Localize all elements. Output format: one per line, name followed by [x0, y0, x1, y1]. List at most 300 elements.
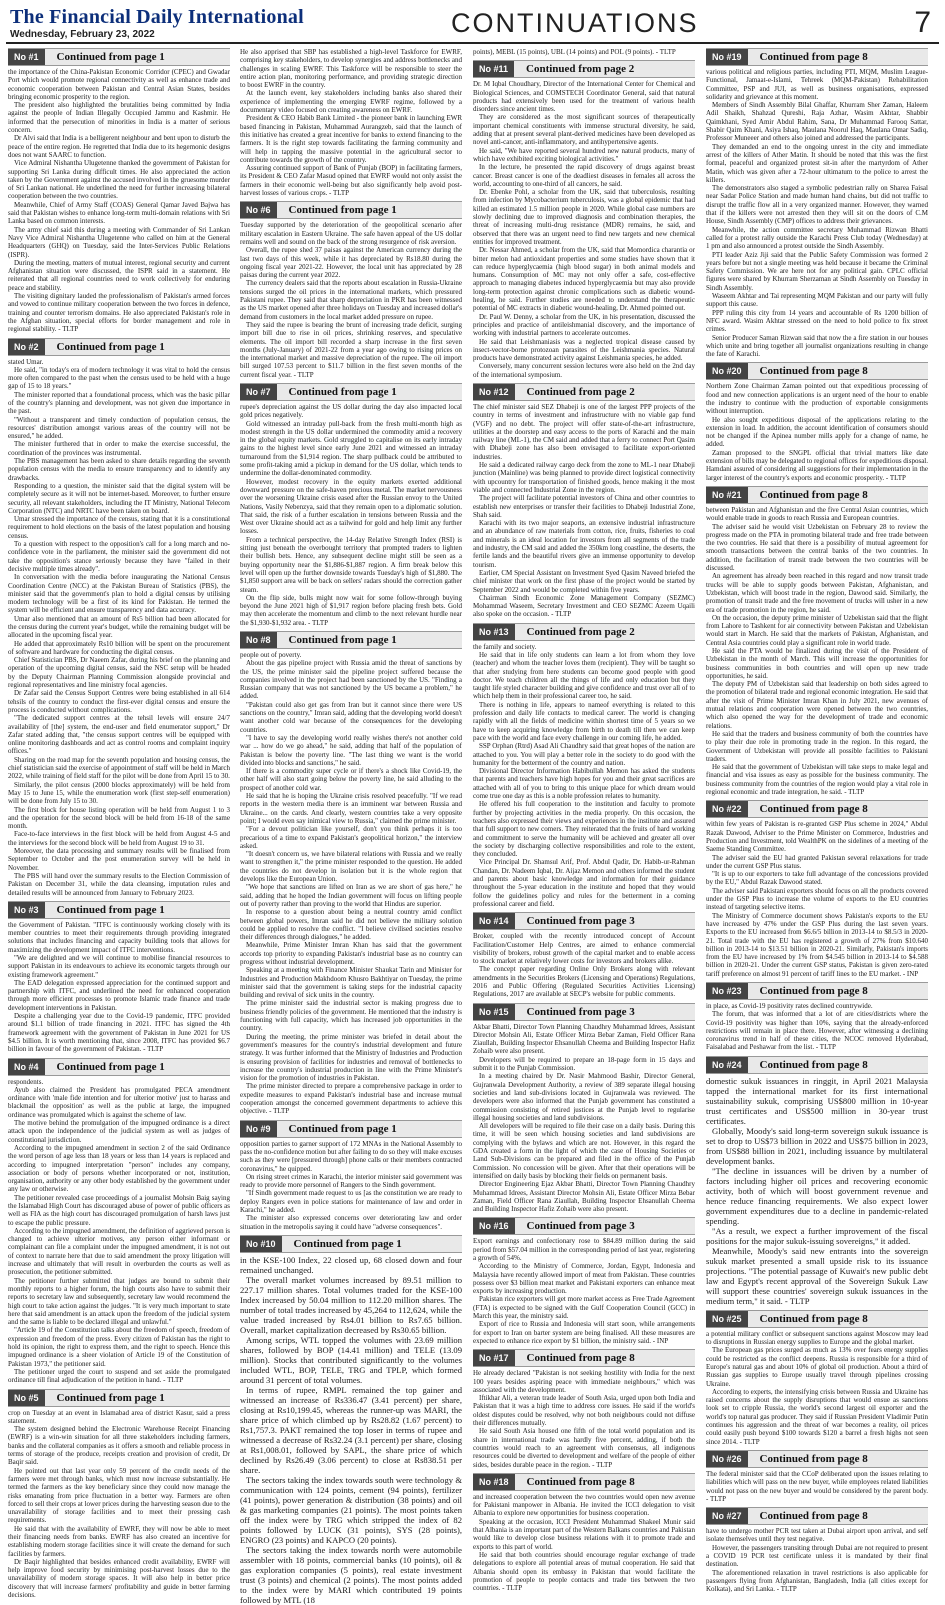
article-header: [706, 1310, 928, 1328]
paragraph: in place, as Covid-19 positivity rates declined countrywide.: [706, 1001, 873, 1010]
continued-from-label: Continued from page 3: [526, 1220, 635, 1233]
article-number: No #22: [706, 801, 748, 817]
paragraph: Assuring continued support of Bank of Punjab (BOP) in facilitating farmers, its President & CEO Zafar Masud opined that EWRF would not only assist the farmers in their economic well-being but also significantly help avoid post-harvest losses of various crops. - TLTP: [240, 164, 462, 198]
article-continuation: [473, 48, 695, 56]
column-1: [8, 48, 230, 1600]
article-body: [706, 1002, 928, 1052]
paragraph: The adviser said the EU had granted Pakistan several relaxations for trade under the current GSP Plus status.: [706, 853, 928, 870]
paragraph: On the flip side, bulls might now wait for some follow-through buying beyond the June 2021 high of $1,917 region before placing fresh bets. Gold may then accelerate the momentum and climb to the next relevant hurdle near the $1,930-$1,932 area. - TLTP: [240, 593, 462, 627]
paragraph: Earlier, CM Special Assistant on Investment Syed Qasim Naveed briefed the chief minister that work on the first phase of the project would be started by September 2022 and would be completed within five years.: [473, 568, 695, 594]
continued-from-label: Continued from page 2: [526, 385, 635, 398]
paragraph: PTI leader Aziz Jiji said that the Public Safety Commission was formed 2 years before but not a single meeting was held because it became the Criminal Safety Commission. We are here not for any political gain. CPLC official figures were shared by Khurram Sherzaman at Sindh Assembly on Tuesday in Sindh Assembly.: [706, 250, 928, 292]
article-number: No #25: [706, 1311, 748, 1327]
continued-from-label: Continued from page 8: [526, 1475, 635, 1488]
newspaper-logo: The Financial Daily International: [10, 6, 304, 28]
paragraph: "Article 19 of the Constitution talks about the freedom of speech, freedom of expression and freedom of the press. Every citizen of Pakistan has the right to hold its opinion, the right to express them, and the right to speech. Hence this impugned ordinance is a sheer violation of Article 19 of the Constitution of Pakistan 1973," the petitioner said.: [8, 1326, 230, 1368]
article-body: [8, 1409, 230, 1600]
article-header: [706, 1507, 928, 1525]
paragraph: At the launch event, key stakeholders including banks also shared their experience of implementing the emerging EWRF regime, followed by a documentary video focused on creating awareness on EWRF.: [240, 89, 462, 115]
article-number: No #13: [473, 624, 515, 640]
article-continuation: [706, 982, 928, 1052]
article-continuation: [473, 383, 695, 619]
paragraph: The minister also expressed concerns over deteriorating law and order situation in the metropolis saying it could have "adverse consequences".: [240, 1214, 462, 1231]
article-body: [240, 48, 462, 197]
paragraph: Members of Sindh Assembly Bilal Ghaffar, Khurram Sher Zaman, Haleem Adil Shaikh, Shahzad Qureshi, Raja Azhar, Wasim Akhtar, Shabbir Qaimkhani, Syed Amir Abdul Rahim, Sana, Dr Muhammad Farooq Sattar, Shabir Qaim Khani, Asiya Ishaq, Maulana Noorul Haq, Maulana Omar Sadiq, Professor Muneeer and others also joined and addressed the participants.: [706, 101, 928, 143]
issue-date: Wednesday, February 23, 2022: [10, 29, 155, 40]
paragraph: The PBS will hand over the summary results to the Election Commission of Pakistan on December 31, while the data cleansing, imputation rules and detailed results will be announced from January to February 2023.: [8, 871, 230, 897]
paragraph: To a question with respect to the opposition's call for a long march and no-confidence vote in the parliament, the minister said the government did not take the opposition's stance seriously because they have "failed in their decisive multiple times already".: [8, 540, 230, 573]
article-body: [8, 358, 230, 897]
paragraph: The motive behind the promulgation of the impugned ordinance is a direct attack upon the independence of the judicial system as well as judges of constitutional jurisdiction.: [8, 1119, 230, 1144]
paragraph: An agreement has already been reached in this regard and now transit trade trucks will be able to supply goods between Pakistan, Afghanistan, and Uzbekistan, which will boost trade in the region, Dawood said. Similarly, the promotion of transit trade and the free movement of trucks will usher in a new era of trade promotion in the region, he said.: [706, 572, 928, 614]
paragraph: The first block for house listing operation will be held from August 1 to 3 and the operation for the second block will be held from 16-18 of the same month.: [8, 805, 230, 831]
paragraph: Iftikhar Ali, a veteran trade leader of South Asia, urged upon both India and Pakistan that it was a high time to address core issues. He said if the world's oldest disputes could be resolved, why not both neighbours could not diffuse their differences mutually.: [473, 1394, 695, 1428]
article-number: No #3: [8, 902, 45, 918]
paragraph: Overall, the rupee shed 37 paisas against the American currency during the last two days of this week, while it has depreciated by Rs18.80 during the ongoing fiscal year 2021-22. However, the local unit has appreciated by 28 paisas during the current year 2022.: [240, 246, 462, 280]
paragraph: The European gas prices surged as much as 13% over fears energy supplies could be restricted as the conflict deepens. Russia is responsible for a third of Europe's natural gas and about 10% of global oil production. About a third of Russian gas supplies to Europe usually travel through pipelines crossing Ukraine.: [706, 1346, 928, 1388]
paragraph: rupee's depreciation against the US dollar during the day also impacted local gold prices negatively.: [240, 402, 462, 420]
article-header: [473, 383, 695, 401]
paragraph: people out of poverty.: [240, 651, 302, 659]
paragraph: There is nothing in life, appears to nameof everything is related to this profession and daily life contacts to medical career. The world is changing rapidly with all the fields of medicine within shortest time of 5 years so we have to keep acquiring knowledge from birth to death till then we can keep pace with the world and face every challenge in our coming life, he added.: [473, 700, 695, 742]
paragraph: "Without a transparent and timely conduction of population census, the resources' distribution amongst various areas of the country will not be ensured," he added.: [8, 415, 230, 441]
paragraph: The demonstrators also staged a symbolic pedestrian rally on Sharea Faisal near Sadar Police Station and made human hand chains, but did not traffic to disrupt the traffic flow all in a very organized manner. However, they warned that if the killers were not arrested then they will sit on the doors of C.M House, Sindh Assembly (CMP) offices to address their grievances.: [706, 184, 928, 226]
paragraph: In conversation with the media before inaugurating the National Census Coordination Centre (NCC) at the Pakistan Bureau of Statistics (PBS), the minister said that the government's plan to hold a digital census by utilising modern technology will be a first of its kind for Pakistan. He termed the system will be efficient and ensure transparency and data accuracy.: [8, 573, 230, 615]
article-number: No #12: [473, 384, 515, 400]
article-header: [240, 1235, 462, 1253]
article-header: [8, 1389, 230, 1407]
paragraph: The aforementioned relaxation in travel restrictions is also applicable for passengers flying from Afghanistan, Bangladesh, India (all cities except for Kolkata), and Sri Lanka. - TLTP: [706, 1568, 928, 1594]
paragraph: In the lecture, he presented the rapid discovery of drugs against breast cancer. Breast cancer is one of the deadliest diseases in females all across the world, accounting to one-third of all cancers, he said.: [473, 163, 695, 188]
paragraph: the family and society.: [473, 642, 537, 651]
paragraph: Responding to a question, the minister said that the digital system will be completely secure as it will not be internet-based. Moreover, to further ensure security, all relevant stakeholders, including the IT Ministry, National Telecom Corporation (NTC) and NRTC have been taken on board.: [8, 481, 230, 515]
paragraph: The petitioner further submitted that judges are bound to submit their monthly reports to a higher forum, the high courts also have to submit their reports to secretary law and subsequently, secretary law would recommend the high court to take action against the judges. "It is very much important to state here that said amendment is an attack upon the freedom of the judicial system and the same is liable to be declared illegal and unlawful.": [8, 1276, 230, 1327]
article-number: No #11: [473, 61, 514, 77]
paragraph: Waseem Akhtar and Tai representing MQM Pakistan and our party will fully support this cause.: [706, 292, 928, 309]
paragraph: The prime minister directed to prepare a comprehensive package in order to expedite measures to expand Pakistan's industrial base and increase mutual cooperation amongst the concerned government departments to achieve this objective. - TLTP: [240, 1082, 462, 1116]
article-number: No #21: [706, 487, 748, 503]
continued-from-label: Continued from page 1: [293, 1237, 402, 1250]
paragraph: Dr. Paul W. Denny, a scholar from the UK, in his presentation, discussed the principles and practice of antileishmanial discovery, and the importance of working with industrial partners to accelerate outcomes.: [473, 312, 695, 338]
paragraph: If there is a commodity super cycle or if there's a shock like Covid-19, the other half will also start going below the poverty line, he said alluding to the prospect of another cold war.: [240, 767, 462, 792]
paragraph: Pakistan rice exporters will get more market access as Free Trade Agreement (FTA) is expected to be signed with the Gulf Cooperation Council (GCC) in March this year, the ministry said.: [473, 1295, 695, 1321]
column-3: [473, 48, 695, 1593]
paragraph: He also sought expeditious disposal of the applications relating to the extension in load. In addition, the account identification of consumers should not be changed if the Apinea number mills apply for a change of name, he added.: [706, 415, 928, 449]
paragraph: "It is up to our exporters to take full advantage of the concessions provided by the EU," Abdul Razak Dawood stated.: [706, 870, 928, 887]
article-continuation: [240, 631, 462, 1116]
paragraph: Senior Producer Saman Rizwan said that now the a fire station in our houses which unite and bring together all journalist organizations resulting in change the fate of Karachi.: [706, 333, 928, 359]
article-continuation: [706, 800, 928, 978]
article-header: [240, 201, 462, 219]
paragraph: Meanwhile, Prime Minister Imran Khan has said that the government accords top priority to expanding Pakistan's industrial base as no country can progress without industrial development.: [240, 941, 462, 966]
article-number: No #2: [8, 339, 45, 355]
paragraph: Vice Admiral Nishantha Ulugetenne thanked the government of Pakistan for supporting Sri Lanka during difficult times. He also appreciated the action taken by the Government against the accused involved in the gruesome murder of Sri Lankan national. He underlined the need for further increasing bilateral cooperation between the two countries.: [8, 159, 230, 201]
article-body: [240, 651, 462, 1116]
continued-from-label: Continued from page 8: [759, 488, 868, 501]
article-number: No #26: [706, 1451, 748, 1467]
article-header: [473, 1473, 695, 1491]
paragraph: Dr Zafar said the Census Support Centres were being established in all 614 tehsils of the country to conduct the first-ever digital census and ensure the process is conducted without complications.: [8, 689, 230, 714]
paragraph: The sectors taking the index towards north were automobile assembler with 18 points, commercial banks (10 points), oil & gas exploration companies (5 points), real estate investment trust (3 points) and chemical (2 points). The most points added to the index were by MARI which contributed 19 points followed by MTL (18: [240, 1544, 462, 1605]
paragraph: "If Sindh government made request to us [as the constitution we are ready to deploy Rangers even in police stations for maintenance of law and order in Karachi," he added.: [240, 1189, 462, 1214]
paragraph: He offered his full cooperation to the institution and faculty to promote further by projecting activities in the media properly. On this occasion, the teachers also expressed their views and experiences in the institute and assured that full support to new comers. They reiterated that the fruits of hard working and commitment to serve the humanity will be achieved and greater all over the society by discharging collective responsibilities and role to the extent, they concluded.: [473, 800, 695, 859]
paragraph: Sharing on the road map for the seventh population and housing census, the chief statistician said the exercise of appointment of staff will be held in March 2022, while training of field staff for the pilot will be done from April 15 to 30.: [8, 755, 230, 781]
paragraph: Export of rice to Russia and Indonesia will start soon, while arrangements for export to Iran on barter system are being finalised. All these measures are expected to enhance rice export by $1 billion, the ministry said. - INP: [473, 1320, 695, 1345]
article-body: [706, 1076, 928, 1306]
article-header: [706, 48, 928, 66]
paragraph: points), MEBL (15 points), UBL (14 points) and POL (9 points). - TLTP: [473, 48, 676, 56]
article-header: [706, 362, 928, 380]
continued-from-label: Continued from page 1: [56, 51, 165, 63]
paragraph: The system designed behind the Electronic Warehouse Receipt Financing (EWRF) is a win-win situation for all three stakeholders including farmers, banks and the collateral companies as it offers a smooth and reliable process in terms of storage of the produce, receipts creation and provision of credit, Dr Baqir said.: [8, 1425, 230, 1467]
article-continuation: [706, 48, 928, 358]
article-continuation: [706, 486, 928, 796]
paragraph: According to the impugned amendment, the definition of aggrieved person is changed to achieve ulterior motives, any person either informant or complainant can file a complaint under the impugned amendment, it is not out of context to narrate here that due to said amendment the proxy litigation will increase and ultimately that will result in overburden the courts as well as prosecution, the petitioner submitted.: [8, 1226, 230, 1277]
article-continuation: [8, 48, 230, 334]
article-body: [473, 403, 695, 619]
paragraph: Export earnings and confectionary rose to $84.89 million during the said period from $57.04 million in the corresponding period of last year, registering a growth of 54%.: [473, 1237, 695, 1262]
continued-from-label: Continued from page 1: [56, 340, 165, 353]
article-continuation: [473, 60, 695, 379]
paragraph: Ayub also claimed the President has promulgated PECA amendment ordinance with 'male fide intention and for ulterior motive' just to harass and blackmail the opposition' as well as the public at large, the impugned ordinance was promulgated which is against the scheme of law.: [8, 1085, 230, 1119]
article-number: No #18: [473, 1474, 515, 1490]
paragraph: The deputy PM of Uzbekistan said that leadership on both sides agreed to the promotion of bilateral trade and regional economic integration. He said that after the visit of Prime Minister Imran Khan in July 2021, new avenues of mutual relations and cooperation were opened between the two countries, which also opened the way for the development of trade and economic relations.: [706, 680, 928, 730]
article-header: [473, 1003, 695, 1021]
paragraph: He said that in life only students can learn a lot from whom they love (teacher) and whom the teacher loves them (recipient). They will be taught so that after studying from here students can become good people with good doctor. We teach children all the things of life and only education but they taught life styled character building and give confidence and trust over all of to which help them in their professional career too, he said.: [473, 651, 695, 701]
paragraph: various political and religious parties, including PTI, MQM, Muslim League-Functional, Jamaat-e-Islami, Tehreek (MQM-Pakistan) Rehabilitation Committee, PSP and JUI, as well as business organisations, expressed solidarity and grievance at this moment.: [706, 68, 928, 101]
article-number: No #20: [706, 363, 748, 379]
continued-from-label: Continued from page 1: [288, 1122, 397, 1135]
column-4: [706, 48, 928, 1594]
paragraph: Gold witnessed an intraday pull-back from the fresh multi-month high as modest strength in the US dollar undermined the commodity amid a recovery in the global equity markets. Gold struggled to capitalise on its early intraday gains to the highest level since early June 2021 and witnessed an intraday turnaround from the $1,914 region. The sharp pullback could be attributed to some profit-taking amid a pickup in demand for the US dollar, which tends to undermine the dollar-denominated commodity.: [240, 419, 462, 478]
paragraph: Dr. Nessar Ahmed, a scholar from the UK, said that Momordica charantia or bitter melon had antioxidant properties and some studies have shown that it can reduce hyperglycaemia (high blood sugar) in both animal models and humans. Consumption of MC may not only offer a safe, cost-effective approach to managing diabetes induced hyperglycaemia but may also provide long-term protection against chronic complications such as diabetic wound-healing, he said. Further studies are needed to understand the therapeutic potential of MC extracts in diabetic wound-healing, Dr. Ahmed pointed out.: [473, 246, 695, 313]
continued-from-label: Continued from page 8: [759, 1510, 868, 1523]
article-body: [8, 1078, 230, 1385]
paragraph: Meanwhile, the action committee secretary Muhammad Rizwan Bhatti called for a protest rally outside the Karachi Press Club today (Wednesday) at 1 pm and also announced a protest outside the Sindh Assembly.: [706, 225, 928, 251]
paragraph: Divisional Director Information Habibullah Memon has asked the students that parents and teachers have high hopes for you and their great sacrifices are attached with all of you to bring to this unique place for which dream would come true one day as this is a noble profession relates to humanity.: [473, 767, 695, 801]
column-2: [240, 48, 462, 1605]
article-continuation: [473, 1003, 695, 1214]
paragraph: He also apprised that SBP has established a high-level Taskforce for EWRF, comprising key stakeholders, to develop synergies and address bottlenecks and challenges in scaling EWRF. This Taskforce will be responsible to steer the entire action plan, monitoring performance, and providing strategic direction to boost EWRF in the country.: [240, 48, 462, 90]
paragraph: All developers will be required to file their case on a daily basis. During this time, it will be seen which housing societies and land subdivisions are complying with the bylaws and which are not. However, in this regard the GDA created a form in the light of which the case of Housing Societies or Land Sub-Divisions can be prepared and filed in the office of the Punjab Commission. No concession will be given. After that their operations will be intensified on daily basis by blocking their fields on permanent basis.: [473, 1122, 695, 1180]
paragraph: The chief minister said SEZ Dhabeji is one of the largest PPP projects of the country in terms of investment and infrastructure with no viable gap fund (VGF) and no debt. The project will offer state-of-the-art infrastructure, utilities at the doorstep and easy access to the ports of Karachi and the main railway line (ML-1), the CM said and added that a ferry to connect Port Qasim with Dhabeji zone has also been envisaged to facilitate export-oriented industries.: [473, 402, 695, 461]
paragraph: the importance of the China-Pakistan Economic Corridor (CPEC) and Gwadar Port which would promote regional connectivity as well as enhance trade and economic cooperation between Pakistan and Central Asian States, besides bringing economic prosperity to the region.: [8, 68, 230, 101]
paragraph: The EAD delegation expressed appreciation for the continued support and partnership with ITFC, and underlined the need for enhanced cooperation through more efficient processes to promote Islamic trade finance and trade development interventions in Pakistan.: [8, 978, 230, 1012]
article-header: [706, 1056, 928, 1074]
article-body: [473, 1237, 695, 1345]
article-number: No #14: [473, 913, 515, 929]
article-header: [8, 1058, 230, 1076]
paragraph: Chairman Sindh Economic Zone Management Company (SEZMC) Mohammad Waseem, Secretary Investment and CEO SEZMC Azeem Uqaili also spoke on the occasion. - TLTP: [473, 593, 695, 619]
paragraph: Speaking at a meeting with Finance Minister Shaukat Tarin and Minister for Industries and Production Makhdoom Khusro Bakhtiyar on Tuesday, the prime minister said that the government is taking steps for the industrial capacity building and revival of sick units in the country.: [240, 966, 462, 1000]
article-body: [706, 820, 928, 978]
paragraph: Tuesday supported by the deterioration of the geopolitical scenario after military escalation in Eastern Ukraine. The safe haven appeal of the US dollar remains well and sound on the back of the strong resurgence of risk aversion.: [240, 221, 462, 246]
paragraph: He said that with the availability of EWRF, they will now be able to meet their financing needs from banks. EWRF has also created an incentive for establishing modern storage facilities since it will create the demand for such facilities by farmers.: [8, 1524, 230, 1558]
paragraph: opposition parties to garner support of 172 MNAs in the National Assembly to pass the no-confidence motion but after failing to do so they will make excuses such as they were [pressured through] phone calls or their members contracted coronavirus," he quipped.: [240, 1139, 462, 1173]
paragraph: stated Umar.: [8, 357, 44, 366]
paragraph: In response to a question about being a neutral country amid conflict between global powers, Imran said he did not believe the military solution could be applied to resolve the conflict. "I believe civilised societies resolve their differences through dialogues," he added.: [240, 908, 462, 942]
paragraph: Similarly, the pilot census (2000 blocks approximately) will be held from May 15 to June 15, while the enumeration work (first step-self enumeration) will be done from July 15 to 30.: [8, 780, 230, 806]
article-number: No #24: [706, 1057, 748, 1073]
paragraph: Among scrips, WTL topped the volumes with 23.69 million shares, followed by BOP (14.41 million) and TELE (13.09 million). Stocks that contributed significantly to the volumes included WTL, BOP, TELE, TRG and TPLP, which formed around 31 percent of total volumes.: [240, 1334, 462, 1385]
article-number: No #27: [706, 1508, 748, 1524]
article-body: [706, 1330, 928, 1446]
paragraph: The overall market volumes increased by 89.51 million to 227.17 million shares. Total volumes traded for the KSE-100 Index increased by 50.04 million to 112.20 million shares. The number of total trades increased by 45,264 to 112,624, while the value traded increased by Rs4.01 billion to Rs7.65 billion. Overall, market capitalization decreased by Rs30.65 billion.: [240, 1274, 462, 1335]
article-header: [473, 623, 695, 641]
article-body: [706, 506, 928, 796]
paragraph: The petitioner urged the court to suspend and set aside the promulgated ordinance till final adjudication of the petition in hand. - TLTP: [8, 1367, 230, 1385]
paragraph: "We are delighted and we will continue to mobilise financial resources to support Pakistan in its endeavours to achieve its economic targets through our existing framework agreement.": [8, 953, 230, 979]
article-continuation: [8, 1058, 230, 1385]
paragraph: He said that he is hoping the Ukraine crisis resolved peacefully. "If we read reports in the western media there is an imminent war between Russia and Ukraine... on the cards. And clearly, western countries take a very opposite point; I would even say inimical view to Russia," claimed the prime minister.: [240, 792, 462, 825]
article-body: [706, 1470, 928, 1503]
article-body: [8, 68, 230, 334]
paragraph: He said that the government of Uzbekistan will take steps to make legal and financial and visa issues as easy as possible for the business community. The business community from the countries of the region would play a vital role in regional economic and trade integration, he said. - TLTP: [706, 763, 928, 797]
paragraph: The adviser said he would visit Uzbekistan on February 28 to review the progress made on the PTA in promoting bilateral trade and free trade between the two countries. He said that there is a possibility of mutual agreement for smooth transactions between the central banks of the two countries. In addition, the facilitation of transit trade between the two countries will be discussed.: [706, 522, 928, 573]
article-body: [8, 921, 230, 1054]
article-number: No #19: [706, 49, 748, 65]
paragraph: Moreover, the data processing and summary results will be finalised from September to October and the post enumeration survey will be held in November.: [8, 847, 230, 872]
paragraph: In terms of rupee, RMPL remained the top gainer and witnessed an increase of Rs336.47 (3.41 percent) per share, closing at Rs10,199.45, whereas the runner-up was MARI, the share price of which climbed up by Rs28.82 (1.67 percent) to Rs1,757.3. PAKT remained the top loser in terms of rupee and witnessed a decrease of Rs32.24 (3.1 percent) per share, closing at Rs1,008.01, followed by SAPL, the share price of which declined by Rs26.49 (3.06 percent) to close at Rs838.51 per share.: [240, 1384, 462, 1475]
article-continuation: [473, 1217, 695, 1345]
paragraph: Chief Statistician PBS, Dr Naeem Zafar, during his brief on the planning and operation of the upcoming digital census, said the NSC setup will be headed by the Deputy Chairman Planning Commission alongside provincial and regional representatives and line ministry focal agencies.: [8, 656, 230, 690]
paragraph: According to experts, the intensifying crisis between Russia and Ukraine has raised concerns about the supply disruptions that would ensue as sanctions look set to cripple Russia, the world's second largest oil exporter and the world's top natural gas producer. They said if Russian President Vladimir Putin continues his aggression and the threat of war becomes a reality, oil prices could easily push beyond $100 towards $120 a barrel a fresh highs not seen since 2014. - TLTP: [706, 1387, 928, 1446]
paragraph: The minister reported that a foundational process, which was the basic pillar of the country's planning and development, was not given due importance in the past.: [8, 390, 230, 416]
paragraph: He said that the traders and business community of both the countries have to play their due role in promoting trade in the region. In this regard, the Government of Uzbekistan will provide all possible facilities to Pakistani traders.: [706, 729, 928, 763]
paragraph: From a technical perspective, the 14-day Relative Strength Index (RSI) is sitting just beneath the overbought territory that prompted traders to lighten their bullish bets. Hence, any subsequent decline might still be seen as a buying opportunity near the $1,886-$1,887 region. A firm break below this level will open up the further downside towards Tuesday's high of $1,880. The $1,850 support area will be back on sellers' radars should the correction gather steam.: [240, 535, 462, 594]
article-header: [473, 912, 695, 930]
paragraph: The petitioner revealed case proceedings of a journalist Mohsin Baig saying the Islamabad High Court has discouraged abuse of power of public officers as well as FIA as the high court has discouraged promulgation of harsh laws just to escape the public pressure.: [8, 1193, 230, 1227]
paragraph: The prime minister said the industrial sector is making progress due to business friendly policies of the government. He mentioned that the industry is functioning with full capacity, which has increased job opportunities in the country.: [240, 999, 462, 1033]
paragraph: Akbar Bhatti, Director Town Planning Chaudhry Muhammad Idrees, Assistant Director Mohsin Ali, Estate Officer Mirza Bebar Zaman, Field Officer Rana Ziaullah, Building Inspector Ehsanullah Cheema and Building Inspector Hafiz Zohaib were also present.: [473, 1022, 695, 1056]
continued-from-label: Continued from page 3: [526, 915, 635, 928]
paragraph: Dr. M Iqbal Choudhary, Director of the International Center for Chemical and Biological Sciences, and COMSTECH Coordinator General, said that natural products had extensively been used for the treatment of various health disorders since ancient times.: [473, 80, 695, 114]
article-continuation: [473, 623, 695, 909]
article-header: [706, 982, 928, 1000]
paragraph: within few years of Pakistan is re-granted GSP Plus scheme in 2024," Abdul Razak Dawood, Adviser to the Prime Minister on Commerce, Industries and Production and Investment, told WealthPK on the sidelines of a meeting of the Saeme Standing Committee.: [706, 820, 928, 854]
paragraph: Karachi with its two major seaports, an extensive industrial infrastructure and an abundance of raw materials from cotton, rice, fruits, fisheries to coal and minerals is an ideal location for investors from all segments of the trade and industry, the CM said and added the 350km long coastline, the deserts, the fertile lands and the beautiful rivers give an immense opportunity to develop tourism.: [473, 519, 695, 569]
article-continuation: [473, 912, 695, 998]
section-title: CONTINUATIONS: [451, 8, 699, 38]
article-body: [473, 1369, 695, 1469]
continued-from-label: Continued from page 8: [759, 984, 868, 997]
article-header: [706, 1450, 928, 1468]
article-header: [8, 338, 230, 356]
continued-from-label: Continued from page 8: [526, 1352, 635, 1365]
paragraph: The minister furthered that in order to make the exercise successful, the coordination of the provinces was instrumental.: [8, 440, 230, 457]
paragraph: About the gas pipeline project with Russia amid the threat of sanctions by the US, the prime minister said the pipeline project suffered because the companies involved in the project had been sanctioned by the US. "Finding a Russian company that was not sanctioned by the US became a problem," he added.: [240, 659, 462, 701]
article-continuation: [240, 201, 462, 379]
continued-from-label: Continued from page 3: [526, 1005, 635, 1018]
continued-from-label: Continued from page 1: [288, 634, 397, 646]
article-continuation: [706, 1310, 928, 1446]
paragraph: PPP ruling this city from 14 years and accountable of Rs 1200 billion of NFC award. Wasim Akhtar stressed on the need to hold police to fix street crimes.: [706, 308, 928, 334]
paragraph: The concept paper regarding Online Only Brokers along with relevant amendments in the Securities Brokers (Licensing and Operations) Regulations, 2016 and Public Offering (Regulated Securities Activities Licensing) Regulations, 2017 are available at SECP's website for public comments.: [473, 965, 695, 999]
paragraph: "The dedicated support centres at the tehsil levels will ensure 24/7 availability of [the] system, the end-user and field enumerator support," Dr Zafar stated adding that, "the census support centres will be equipped with online monitoring dashboards and act as control rooms and complaint inquiry offices.": [8, 714, 230, 756]
article-body: [473, 932, 695, 998]
paragraph: On rising street crimes in Karachi, the interior minister said government was ready to provide more personnel of Rangers to the Sindh government.: [240, 1172, 462, 1190]
article-body: [706, 382, 928, 482]
paragraph: respondents.: [8, 1077, 44, 1086]
paragraph: "As a result, we expect a further improvement of the fiscal positions for the major sukuk-issuing sovereigns," it added.: [706, 1225, 928, 1246]
paragraph: The federal minister said that the CCoP deliberated upon the issues relating to liabilities which will pass on the new buyer, while employees related liabilities would not pass on the new buyer and would be considered by the parent body. - TLTP: [706, 1469, 928, 1503]
paragraph: Despite a challenging year due to the Covid-19 pandemic, ITFC provided around $1.1 billion of trade financing in 2021. ITFC has signed the 4th framework agreement with the government of Pakistan in June 2021 for US $4.5 billion. It is worth mentioning that, since 2008, ITFC has provided $6.7 billion in favour of the government of Pakistan. - TLTP: [8, 1012, 230, 1054]
article-number: No #10: [240, 1236, 282, 1252]
paragraph: He said a dedicated railway cargo deck from the zone to ML-1 near Dhabeji junction (Mainline) was being planned to provide direct logistical connectivity with upcountry for transportation of finished goods, hence making it the most viable and connected Industrial Zone in the region.: [473, 461, 695, 494]
paragraph: Northern Zone Chairman Zaman pointed out that expeditious processing of food and new connection applications is an urgent need of the hour to enable the industry to continue with the production of exportable consignments without interruption.: [706, 382, 928, 416]
article-body: [240, 221, 462, 379]
paragraph: "Pakistan could also get gas from Iran but it cannot since there were US sanctions on the country," Imran said, adding that the developing world doesn't want another cold war because of the consequences for the developing countries.: [240, 700, 462, 734]
article-header: [473, 60, 695, 78]
paragraph: The adviser said Pakistani exporters should focus on all the products covered under the GSP Plus to increase the volume of exports to the EU countries instead of targeting selective items.: [706, 886, 928, 912]
article-number: No #6: [240, 202, 277, 218]
paragraph: have to undergo mother PCR test taken at Dubai airport upon arrival, and self isolate themselves until they test negative.: [706, 1527, 928, 1544]
paragraph: The visiting dignitary lauded the professionalism of Pakistan's armed forces and vowed to continue military cooperation between the two forces in defence, training and counter terrorism domains. He also appreciated Pakistan's role in the Afghan situation, special efforts for border management and role in regional stability. - TLTP: [8, 292, 230, 334]
paragraph: On the occasion, the deputy prime minister of Uzbekistan said that the flight from Lahore to Tashkent for air connectivity between Pakistan and Uzbekistan would start in March. He said that the markets of Pakistan, Afghanistan, and Central Asia countries could play a significant role in world trade.: [706, 613, 928, 647]
article-number: No #17: [473, 1350, 515, 1366]
paragraph: President & CEO Habib Bank Limited - the pioneer bank in launching EWR based financing in Pakistan, Muhammad Aurangzeb, said that the launch of this initiative has created a great incentive for banks to extend financing to the farmers. It is the right step towards facilitating the farming community and will help in tapping the massive potential in the agricultural sector to contribute towards the growth of the country.: [240, 114, 462, 164]
paragraph: Umar stressed the importance of the census, stating that it is a constitutional requirement to hold elections on the basis of the latest population and housing census.: [8, 515, 230, 540]
continued-from-label: Continued from page 2: [526, 63, 635, 76]
paragraph: Dr Alvi said that India is a belligerent neighbour and bent upon to disturb the peace of the entire region. He regretted that India due to its hegemonic designs does not want SAARC to function.: [8, 134, 230, 159]
article-continuation: [706, 1507, 928, 1593]
paragraph: "The decline in issuances will be driven by a number of factors including higher oil prices and recovering economic activity, both of which will boost government revenue and hence reduce financing requirements. We also expect lower government expenditures due to a decline in pandemic-related spending.: [706, 1165, 928, 1226]
paragraph: However, modest recovery in the equity markets exerted additional downward pressure on the safe-haven precious metal. The market nervousness over the worsening Ukraine crisis eased after the Russian envoy to the United Nations, Vasily Nebenzya, said that they remain open to a diplomatic solution. That said, the risk of a further escalation in tensions between Russia and the West over Ukraine should act as a tailwind for gold and help limit any further losses.: [240, 477, 462, 536]
paragraph: He added that approximately Rs10 billion will be spent on the procurement of software and hardware for conducting the digital census.: [8, 639, 230, 656]
paragraph: Dr. Ebenke Pohl, a scholar from the UK, said that tuberculosis, resulting from infection by Mycobacterium tuberculosis, was a global epidemic that had killed an estimated 1.5 million people in 2020. While global case numbers are slowly declining due to improved diagnosis and combination therapies, the threat of increasing multi-drug resistance (MDR) remains, he said, and observed that there was an urgent need to find new targets and new chemical entities for improved treatment.: [473, 188, 695, 246]
paragraph: He said that both countries should encourage regular exchange of trade delegations to explore all potential areas of mutual cooperation. He said that Albania should open its embassy in Pakistan that would facilitate the promotion of people to people contacts and trade ties between the two countries. - TLTP: [473, 1550, 695, 1593]
article-header: [473, 1349, 695, 1367]
article-continuation: [706, 1450, 928, 1503]
article-continuation: [8, 1389, 230, 1600]
article-continuation: [473, 1349, 695, 1469]
paragraph: In a meeting chaired by Dr. Nasir Mahmood Bashir, Director General, Gujranwala Development Authority, a review of 389 separate illegal housing societies and land sub-divisions located in Gujranwala was reviewed. The developers were also informed that the Punjab government has constituted a commission consisting of retired justices at the Punjab level to regularise illegal housing societies and land subdivisions.: [473, 1072, 695, 1122]
article-header: [240, 631, 462, 649]
paragraph: He said South Asia housed one fifth of the total world population and its share in international trade was hardly five percent, adding, if both the countries would reach to an agreement with consensus, all indigenous resources could be diverted to development and welfare of the people of either sides, besides durable peace in the region. - TLTP: [473, 1427, 695, 1469]
continued-from-label: Continued from page 2: [526, 625, 635, 638]
paragraph: "We hope that sanctions are lifted on Iran as we are short of gas here," he said, adding that he hoped the Indian government will focus on lifting people out of poverty rather than proving to the world that Hindus are superior.: [240, 883, 462, 908]
continued-from-label: Continued from page 8: [759, 1452, 868, 1465]
paragraph: However, the passengers transiting through Dubai are not required to present a COVID 19 PCR test certificate unless it is mandated by their final destination.: [706, 1543, 928, 1569]
article-number: No #16: [473, 1218, 515, 1234]
article-body: [240, 1140, 462, 1231]
paragraph: They are considered as the most significant sources of therapeutically important chemical constituents with immense structural diversity, he said, adding that at present several plant-derived medicines have been developed as novel anti-cancer, anti-inflammatory, and antihypertensive agents.: [473, 113, 695, 147]
article-header: [240, 1120, 462, 1138]
continued-from-label: Continued from page 1: [288, 204, 397, 217]
paragraph: He said the PTA would be finalized during the visit of the President of Uzbekistan in the month of March. This will increase the opportunities for business communities in both countries and will open up new trade opportunities, he said.: [706, 647, 928, 680]
paragraph: Zaman proposed to the SNGPL official that trivial matters like date extension of bills may be delegated to regional offices for expeditious disposal. Hamdani assured of considering all suggestions for their implementation in the larger interest of the country's exports and economic prosperity. - TLTP: [706, 448, 928, 482]
article-continuation: [706, 362, 928, 482]
paragraph: He said, "in today's era of modern technology it was vital to hold the census more often compared to the past when the census used to be held with a huge gap of 15 to 18 years.": [8, 365, 230, 391]
paragraph: Vice Principal Dr. Shamsul Arif, Prof. Abdul Qadir, Dr. Habib-ur-Rahman Chandan, Dr. Nadeem Iqbal, Dr. Aijaz Memon and others informed the student and parents about basic knowledge and information for their guidance throughout the 5-year education in the institute and hoped that they would follow the guidelines policy and rules for the betterment in a coming professional career and field.: [473, 858, 695, 908]
paragraph: According to the impugned amendment in section 2 of the said Ordinance the word person of age less than 18 years or less than 14 years is replaced and according to impugned interpretation "person" includes any company, association or body of persons whether incorporated or not, institution, organisation, authority or any other body established by the government under any law or otherwise.: [8, 1143, 230, 1194]
paragraph: They demanded an end to the ongoing unrest in the city and immediate arrest of the killers of Ather Matin. It should be noted that this was the first formal, peaceful and organized protest sit-in after the martyrdom of Ather Matin, which was given after a 72-hour ultimatum to the police to arrest the killers.: [706, 142, 928, 184]
continued-from-label: Continued from page 8: [759, 803, 868, 816]
paragraph: "I have to say the developing world really wishes there's not another cold war ... how do we go ahead," he said, adding that half of the population of Pakistan is below the poverty line. "The last thing we want is the world divided into blocks and sanctions," he said.: [240, 733, 462, 767]
continued-from-label: Continued from page 1: [56, 1060, 165, 1073]
article-number: No #5: [8, 1390, 45, 1406]
paragraph: They said the rupee is bearing the brunt of increasing trade deficit, surging import bill due to rise in oil prices, shrinking reserves, and speculative elements. The oil import bill recorded a sharp increase in the first seven months (July-January) of 2021-22 from a year ago owing to rising prices on the international market and massive depreciation of the rupee. The oil import bill surged 107.53 percent to $11.7 billion in the first seven months of the current fiscal year. - TLTP: [240, 320, 462, 379]
article-number: No #8: [240, 632, 277, 648]
paragraph: Speaking at the occasion, ICCI President Muhammad Shakeel Munir said that Albania is an important part of the Western Balkans countries and Pakistan would like to develop close business relations with it to promote trade and exports to this part of world.: [473, 1517, 695, 1551]
paragraph: He already declared "Pakistan is not seeking hostility with India for the next 100 years besides aspiring peace with immediate neighbours," which was associated with the development.: [473, 1369, 695, 1394]
article-body: [240, 403, 462, 627]
article-continuation: [240, 1120, 462, 1231]
paragraph: Director Engineering Ejaz Akbar Bhatti, Director Town Planning Chaudhry Muhammad Idrees, Assistant Director Mohsin Ali, Estate Officer Mirza Bebar Zaman, Field Officer Rana Ziaullah, Building Inspector Ehsanullah Cheema and Building Inspector Hafiz Zohaib were also present.: [473, 1180, 695, 1214]
article-continuation: [240, 1235, 462, 1605]
paragraph: During the meeting, the prime minister was briefed in detail about the government's measures for the country's industrial development and future strategy. It was further informed that the Ministry of Industries and Production is ensuring provision of facilities for industries and removal of bottlenecks to increase the country's industrial production in line with the Prime Minister's vision for the promotion of industries in Pakistan.: [240, 1032, 462, 1083]
paragraph: "For a devout politician like yourself, don't you think perhaps it is too precarious of a time to expand Pakistan's geopolitical horizon," the interview asked.: [240, 825, 462, 850]
continued-from-label: Continued from page 8: [759, 365, 868, 378]
paragraph: the Government of Pakistan. "ITFC is continuously working closely with its member countries to meet their requirements through providing integrated solutions that includes financing and capacity building tools that allows for maximizing the development impact of ITFC interventions.: [8, 920, 230, 954]
paragraph: Dr Baqir highlighted that besides enhanced credit availability, EWRF will help improve food security by minimising post-harvest losses due to the unavailability of modern storage spaces. It will also help in better price discovery that will increase farmers' profitability and guide in better farming decisions.: [8, 1557, 230, 1600]
article-header: [706, 800, 928, 818]
paragraph: The currency dealers said that the reports about escalation in Russia-Ukraine tensions surged the oil prices in the international markets, which pressured Pakistani rupee. They said that sharp depreciation in PKR has been witnessed as the US market opened after three holidays on Tuesday and increased dollar's demand from customers in the local market added pressure on rupee.: [240, 279, 462, 321]
article-header: [473, 1217, 695, 1235]
paragraph: Meanwhile, Chief of Army Staff (COAS) General Qamar Javed Bajwa has said that Pakistan wishes to enhance long-term multi-domain relations with Sri Lanka based on common interests.: [8, 200, 230, 226]
article-header: [8, 48, 230, 66]
paragraph: During the meeting, matters of mutual interest, regional security and current Afghanistan situation were discussed, the ISPR said in a statement. He reiterated that all regional countries need to work collectively for enduring peace and stability.: [8, 258, 230, 292]
paragraph: Globally, Moody's said long-term sovereign sukuk issuance is set to drop to US$73 billion in 2022 and US$75 billion in 2023, from US$88 billion in 2021, including issuance by multilateral development banks.: [706, 1125, 928, 1166]
paragraph: The PBS management has been asked to share details regarding the seventh population census with the media to ensure transparency and to identify any drawbacks.: [8, 457, 230, 482]
continued-from-label: Continued from page 8: [759, 1058, 868, 1071]
paragraph: He said that Leishmaniasis was a neglected tropical disease caused by insect-vector-borne protozoan parasites of the Leishmania species. Natural products have demonstrated activity against Leishmania species, he added.: [473, 337, 695, 363]
article-body: [473, 80, 695, 379]
page-number: 7: [914, 6, 931, 39]
paragraph: SSP Orphan (Rtrd) Asad Ali Chaudhry said that great hopes of the nation are attached to you. You will play a better role in the society to do good with the humanity for the betterment of the country and nation.: [473, 742, 695, 767]
paragraph: According to the Ministry of Commerce, Jordan, Egypt, Indonesia and Malaysia have recently allowed import of meat from Pakistan. These countries possess over $3 billion meat market and Pakistani exporters can enhance meat exports by increasing production.: [473, 1262, 695, 1296]
paragraph: He pointed out that last year only 59 percent of the credit needs of the farmers were met through banks, which must now increase substantially. He termed the farmers as the key beneficiary since they could now manage the risks emanating from price fluctuation in a better way. Farmers are often forced to sell their crops at lower prices during the harvesting season due to the unavailability of storage facilities and to meet their pressing cash requirements.: [8, 1466, 230, 1525]
paragraph: "It doesn't concern us, we have bilateral relations with Russia and we really want to strengthen it," the prime minister responded to the question. He added the countries do not develop in isolation but it is the whole region that develops like the European Union.: [240, 850, 462, 884]
paragraph: The forum, that was informed that a lot of are cities/districts where the Covid-19 positivity was higher than 10%, saying that the already-enforced restrictions will remain in place there. However, after witnessing a declining coronavirus trend in half of these cities, the NCOC removed Hyderabad, Faisalabad and Peshawar from the list. - TLTP: [706, 1010, 928, 1052]
paragraph: Meanwhile, Moody's said new entrants into the sovereign sukuk market presented a small upside risk to its issuance projections. "The potential passage of Kuwait's new public debt law and Egypt's recent approval of the Sovereign Sukuk Law will support these countries' sovereign sukuk issuances in the medium term," it said. - TLTP: [706, 1245, 928, 1306]
article-body: [240, 1255, 462, 1605]
article-number: No #1: [8, 49, 45, 65]
continued-from-label: Continued from page 8: [759, 1312, 868, 1325]
masthead: [6, 6, 939, 44]
paragraph: The sectors taking the index towards south were technology & communication with 124 points, cement (94 points), fertilizer (41 points), power generation & distribution (38 points) and oil & gas marketing companies (21 points). The most points taken off the index were by TRG which stripped the index of 82 points followed by LUCK (31 points), SYS (28 points), ENGRO (23 points) and KAPCO (20 points).: [240, 1474, 462, 1545]
paragraph: The army chief said this during a meeting with Commander of Sri Lankan Navy Vice Admiral Nishantha Ulugetenne who called on him at the General Headquarters (GHQ) on Tuesday, said the Inter-Services Public Relations (ISPR).: [8, 225, 230, 259]
article-number: No #9: [240, 1121, 277, 1137]
paragraph: Broker, coupled with the recently introduced concept of Account Facilitation/Customer Help Centres, are aimed to enhance commercial visibility of brokers, robust growth of the capital market and to enable access to stock market at relatively lower costs for investors and brokers alike.: [473, 932, 695, 966]
paragraph: crop on Tuesday at an event in Islamabad area of district Kasur, said a press statement.: [8, 1408, 230, 1425]
paragraph: and increased cooperation between the two countries would open new avenue for Pakistani manpower in Albania. He invited the ICCI delegation to visit Albania to explore new opportunities for business cooperation.: [473, 1492, 695, 1518]
article-body: [706, 68, 928, 358]
paragraph: domestic sukuk issuances in ringgit, in April 2021 Malaysia tapped the international market for its first international sustainability sukuk, comprising US$800 million in 10-year trust certificates and US$500 million in 30-year trust certificates.: [706, 1075, 928, 1126]
article-header: [8, 901, 230, 919]
paragraph: The project will facilitate potential investors of China and other countries to establish new enterprises or transfer their facilities to Dhabeji Industrial Zone, Shah said.: [473, 494, 695, 519]
continued-from-label: Continued from page 1: [56, 903, 165, 916]
article-number: No #23: [706, 983, 748, 999]
article-header: [240, 383, 462, 401]
article-continuation: [8, 901, 230, 1054]
paragraph: between Pakistan and Afghanistan and the five Central Asian countries, which would enable trade in goods to reach Russia and European countries.: [706, 505, 928, 523]
article-body: [706, 1527, 928, 1593]
article-continuation: [240, 48, 462, 197]
continued-from-label: Continued from page 1: [56, 1391, 165, 1404]
paragraph: The president also highlighted the brutalities being committed by India against the people of Indian Illegally Occupied Jammu and Kashmir. He informed that the persecution of minorities in India is a matter of serious concern.: [8, 101, 230, 135]
article-continuation: [706, 1056, 928, 1306]
paragraph: Developers will be required to prepare an 18-page form in 15 days and submit it to the Punjab Commission.: [473, 1055, 695, 1073]
article-body: [473, 643, 695, 909]
paragraph: a potential military conflict or subsequent sanctions against Moscow may lead to disruptions in Russian energy supplies to Europe and the global market.: [706, 1329, 928, 1347]
article-continuation: [473, 1473, 695, 1593]
article-continuation: [8, 338, 230, 897]
article-number: No #15: [473, 1004, 515, 1020]
continued-from-label: Continued from page 1: [288, 385, 397, 398]
paragraph: Face-to-face interviews in the first block will be held from August 4-5 and the interviews for the second block will be held from August 19 to 31.: [8, 830, 230, 847]
article-number: No #4: [8, 1059, 45, 1075]
